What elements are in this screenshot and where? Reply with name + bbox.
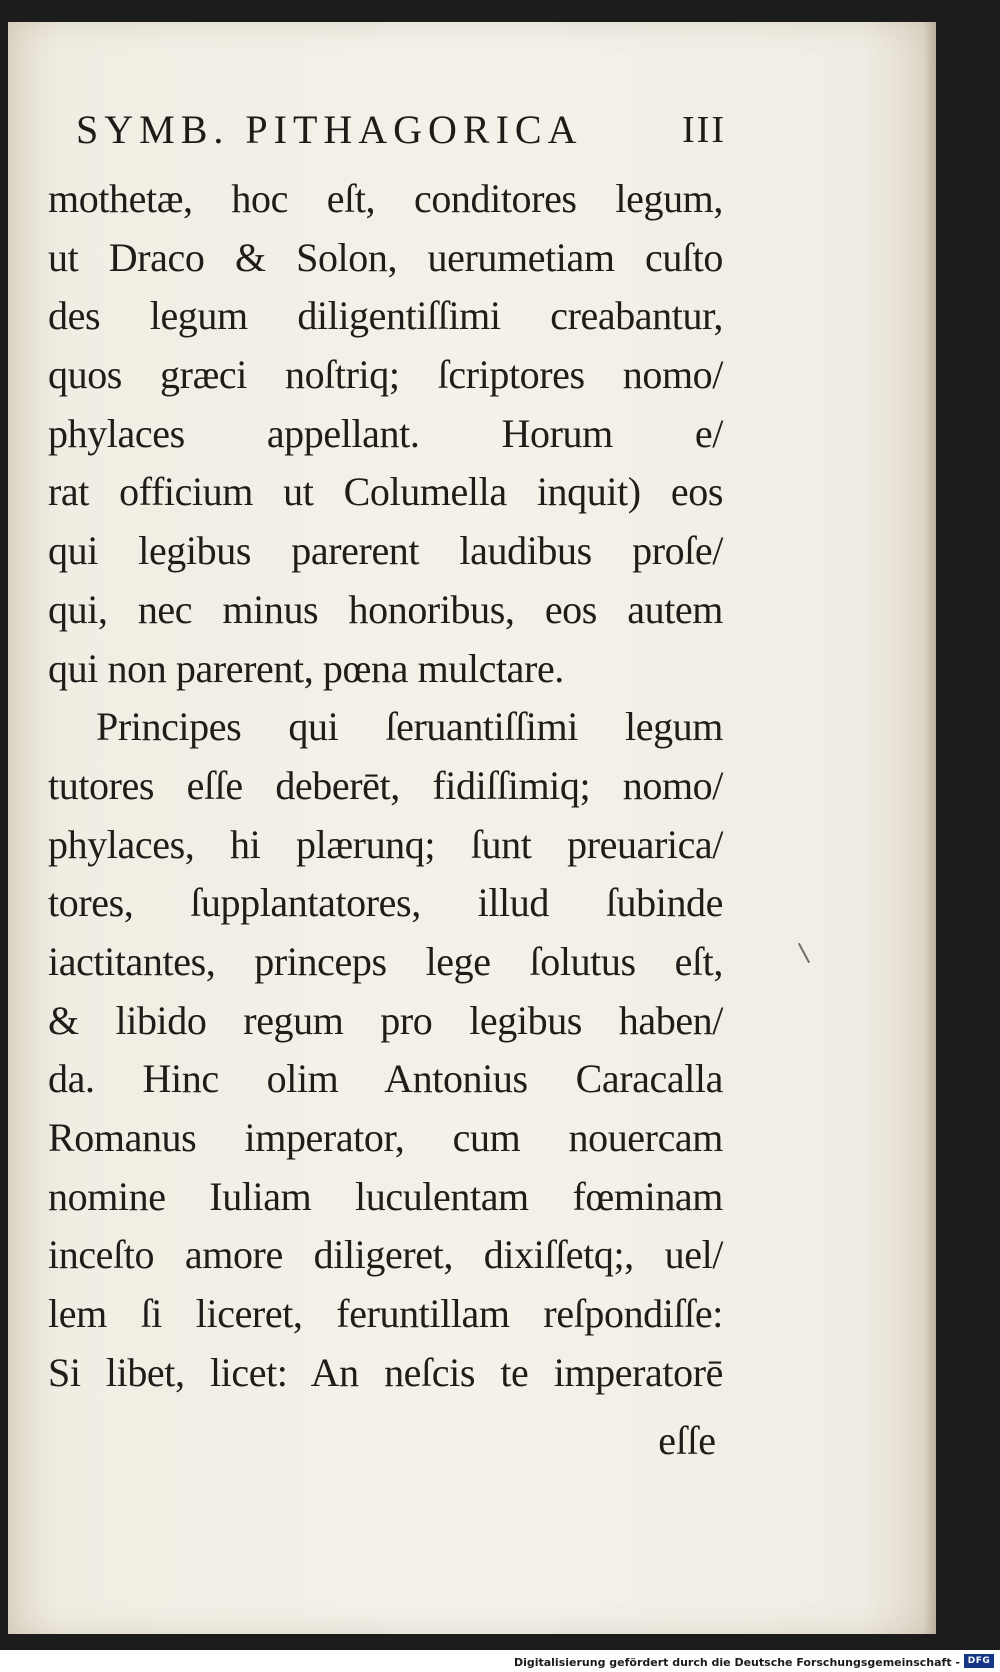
- body-text: [48, 170, 723, 1402]
- page-edge-shadow: [924, 22, 936, 1634]
- digitization-footer: [0, 1650, 1000, 1672]
- text-line: Principes qui ſeruantiſſimi legum: [96, 704, 723, 750]
- text-line: quos græci noſtriq; ſcriptores nomo/: [48, 352, 723, 398]
- text-line: inceſto amore diligeret, dixiſſetq;, uel/: [48, 1232, 723, 1278]
- text-line: Romanus imperator, cum nouercam: [48, 1115, 723, 1160]
- running-head: [76, 100, 726, 160]
- text-line: Si libet, licet: An neſcis te imperatorē: [48, 1349, 723, 1395]
- text-line: qui non parerent, pœna mulctare.: [48, 645, 564, 691]
- text-line: phylaces appellant. Horum e/: [48, 410, 723, 456]
- text-line: iactitantes, princeps lege ſolutus eſt,: [48, 938, 723, 984]
- folio-number: III: [682, 109, 726, 151]
- text-line: & libido regum pro legibus haben/: [48, 997, 723, 1043]
- text-line: rat officium ut Columella inquit) eos: [48, 469, 723, 515]
- text-line: tutores eſſe deberēt, fidiſſimiq; nomo/: [48, 762, 723, 808]
- text-line: phylaces, hi plærunq; ſunt preuarica/: [48, 821, 723, 867]
- text-line: da. Hinc olim Antonius Caracalla: [48, 1056, 723, 1102]
- text-line: des legum diligentiſſimi creabantur,: [48, 293, 723, 339]
- dfg-logo: DFG: [964, 1654, 994, 1668]
- text-line: nomine Iuliam luculentam fœminam: [48, 1173, 723, 1219]
- text-line: ut Draco & Solon, uerumetiam cuſto: [48, 234, 723, 280]
- catchword: eſſe: [658, 1418, 716, 1463]
- text-line: qui, nec minus honoribus, eos autem: [48, 586, 723, 632]
- text-line: tores, ſupplantatores, illud ſubinde: [48, 880, 723, 926]
- text-line: lem ſi liceret, feruntillam reſpondiſſe:: [48, 1291, 723, 1337]
- funding-credit: Digitalisierung gefördert durch die Deutsche Forschungsgemeinschaft -: [513, 1656, 960, 1669]
- book-page: [8, 22, 936, 1634]
- text-line: qui legibus parerent laudibus proſe/: [48, 528, 723, 574]
- stray-ink-mark: [798, 943, 810, 963]
- text-line: mothetæ, hoc eſt, conditores legum,: [48, 176, 723, 221]
- running-head-title: SYMB. PITHAGORICA: [76, 107, 583, 152]
